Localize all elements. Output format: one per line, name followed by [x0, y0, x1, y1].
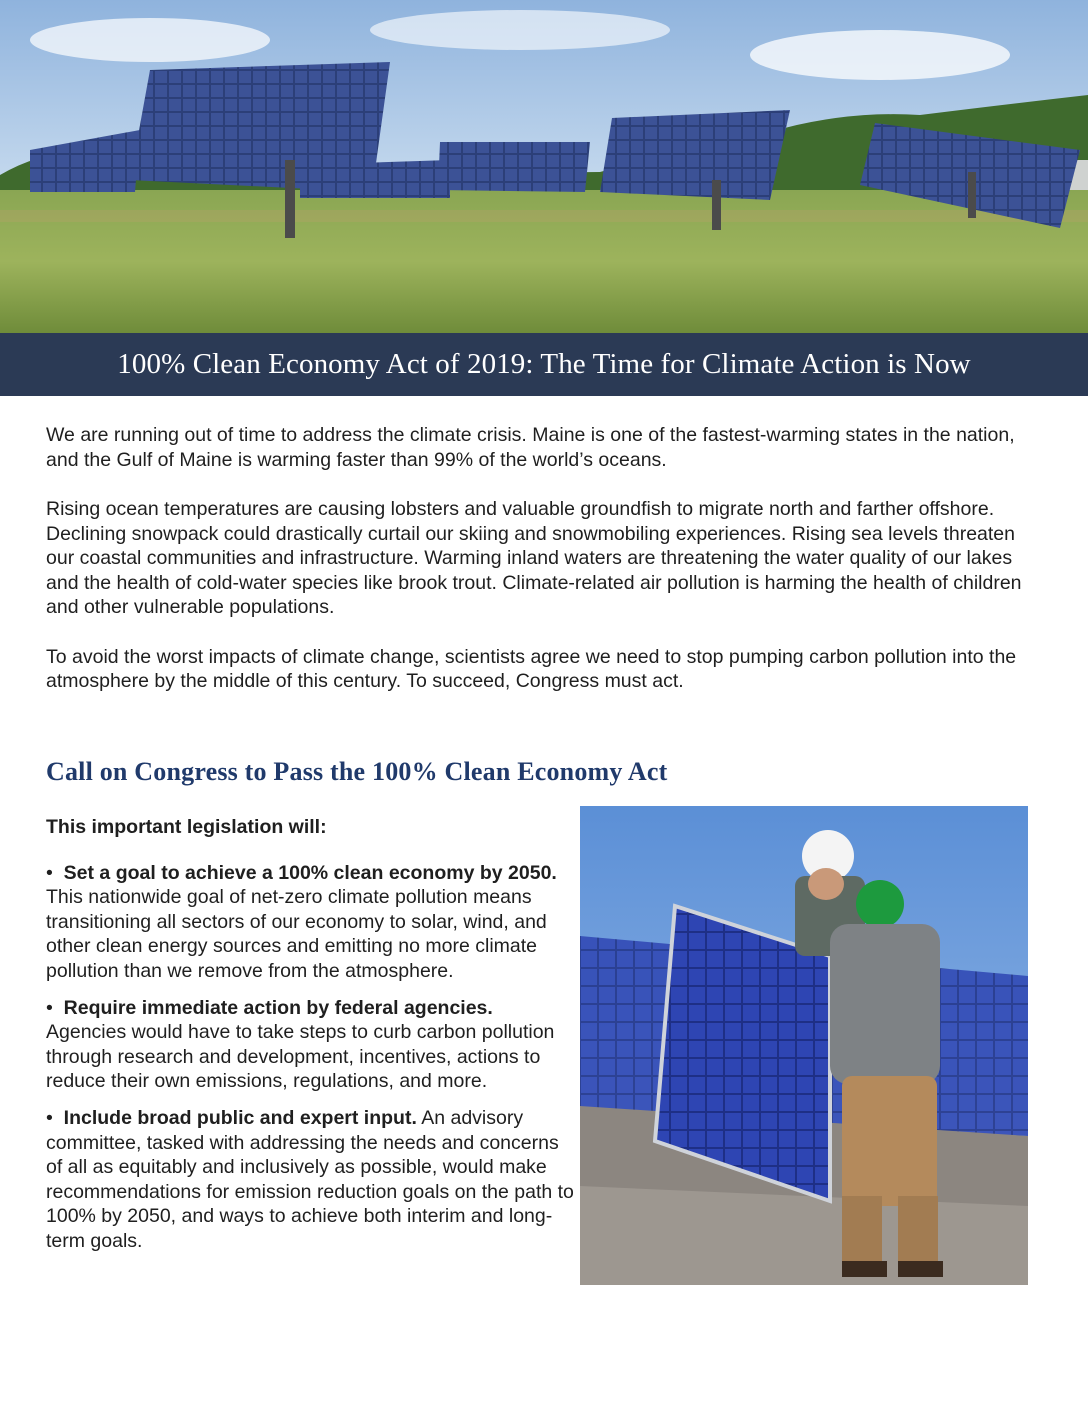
- intro-paragraph: We are running out of time to address the climate crisis. Maine is one of the fastest-warming states in the nation, and the Gulf of Maine is warming faster than 99% of the world’s oceans.: [46, 424, 1015, 471]
- section-heading: Call on Congress to Pass the 100% Clean Economy Act: [46, 757, 668, 786]
- item-bold: Require immediate action by federal agencies.: [63, 996, 493, 1019]
- item-text: An advisory committee, tasked with addressing the needs and concerns of all as equitably and inclusively as possible, would make recommendations for emission reduction goals on the path to 100% by 2050, and ways to achieve both interim and long-term goals.: [46, 1106, 574, 1252]
- workers-photo: [580, 806, 1028, 1285]
- item-text: This nationwide goal of net-zero climate pollution means transitioning all sectors of our economy to solar, wind, and other clean energy sources and emitting no more climate pollution than we remove from the atmosphere.: [46, 886, 547, 982]
- item-bold: Include broad public and expert input.: [63, 1106, 417, 1129]
- legislation-list: [46, 815, 576, 1266]
- hero-image: [0, 0, 1088, 333]
- intro-paragraph: To avoid the worst impacts of climate change, scientists agree we need to stop pumping carbon pollution into the atmosphere by the middle of this century. To succeed, Congress must act.: [46, 645, 1017, 692]
- list-item: • Set a goal to achieve a 100% clean economy by 2050. This nationwide goal of net-zero climate pollution means transitioning all sectors of our economy to solar, wind, and other clean energy sources and emitting no more climate pollution than we remove from the atmosphere.: [46, 861, 557, 982]
- title-banner: [0, 333, 1088, 396]
- intro-paragraph: Rising ocean temperatures are causing lobsters and valuable groundfish to migrate north and farther offshore. Declining snowpack could drastically curtail our skiing and snowmobiling experiences. Rising sea levels threaten our coastal communities and infrastructure. Warming inland waters are threatening the water quality of our lakes and the health of cold-water species like brook trout. Climate-related air pollution is harming the health of children and other vulnerable populations.: [46, 498, 1022, 618]
- list-item: • Include broad public and expert input. An advisory committee, tasked with addressing the needs and concerns of all as equitably and inclusively as possible, would make recommendations for emission reduction goals on the path to 100% by 2050, and ways to achieve both interim and long-term goals.: [46, 1106, 574, 1252]
- list-lead: This important legislation will:: [46, 816, 327, 838]
- list-item: • Require immediate action by federal agencies. Agencies would have to take steps to curb carbon pollution through research and development, incentives, actions to reduce their own emissions, regulations, and more.: [46, 996, 555, 1093]
- page-title: 100% Clean Economy Act of 2019: The Time for Climate Action is Now: [117, 348, 971, 380]
- item-bold: Set a goal to achieve a 100% clean economy by 2050.: [63, 861, 557, 884]
- intro-section: [46, 423, 1046, 719]
- item-text: Agencies would have to take steps to curb carbon pollution through research and development, incentives, actions to reduce their own emissions, regulations, and more.: [46, 1021, 555, 1093]
